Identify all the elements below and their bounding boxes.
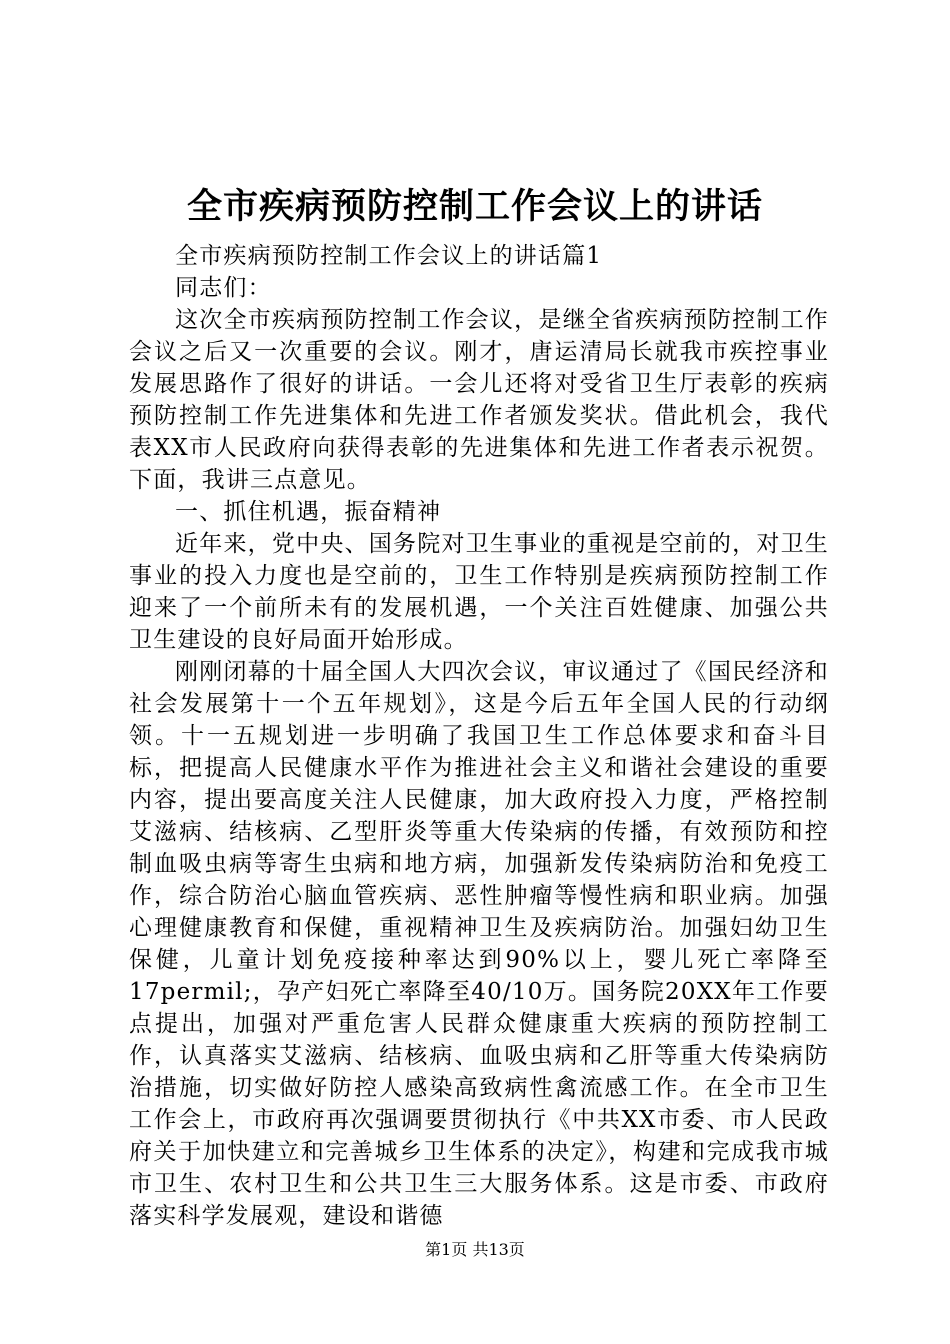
paragraph-intro: 这次全市疾病预防控制工作会议，是继全省疾病预防控制工作会议之后又一次重要的会议。刚才，唐运清局长就我市疾控事业发展思路作了很好的讲话。一会儿还将对受省卫生厅表彰的疾病预防控制工作先进集体和先进工作者颁发奖状。借此机会，我代表XX市人民政府向获得表彰的先进集体和先进工作者表示祝贺。下面，我讲三点意见。 xyxy=(129,307,829,493)
subtitle-line: 全市疾病预防控制工作会议上的讲话篇1 xyxy=(175,243,603,269)
document-body xyxy=(129,240,829,1232)
page-footer: 第1页 共13页 xyxy=(425,1240,525,1259)
salutation: 同志们： xyxy=(175,275,272,301)
document-title: 全市疾病预防控制工作会议上的讲话 xyxy=(186,186,763,227)
section-heading-1: 一、抓住机遇，振奋精神 xyxy=(175,499,442,525)
paragraph-opportunity: 近年来，党中央、国务院对卫生事业的重视是空前的，对卫生事业的投入力度也是空前的，卫生工作特别是疾病预防控制工作迎来了一个前所未有的发展机遇，一个关注百姓健康、加强公共卫生建设的良好局面开始形成。 xyxy=(129,531,829,653)
paragraph-five-year-plan: 刚刚闭幕的十届全国人大四次会议，审议通过了《国民经济和社会发展第十一个五年规划》，这是今后五年全国人民的行动纲领。十一五规划进一步明确了我国卫生工作总体要求和奋斗目标，把提高人民健康水平作为推进社会主义和谐社会建设的重要内容，提出要高度关注人民健康，加大政府投入力度，严格控制艾滋病、结核病、乙型肝炎等重大传染病的传播，有效预防和控制血吸虫病等寄生虫病和地方病，加强新发传染病防治和免疫工作，综合防治心脑血管疾病、恶性肿瘤等慢性病和职业病。加强心理健康教育和保健，重视精神卫生及疾病防治。加强妇幼卫生保健，儿童计划免疫接种率达到90%以上，婴儿死亡率降至17permil;，孕产妇死亡率降至40/10万。国务院20XX年工作要点提出，加强对严重危害人民群众健康重大疾病的预防控制工作，认真落实艾滋病、结核病、血吸虫病和乙肝等重大传染病防治措施，切实做好防控人感染高致病性禽流感工作。在全市卫生工作会上，市政府再次强调要贯彻执行《中共XX市委、市人民政府关于加快建立和完善城乡卫生体系的决定》，构建和完成我市城市卫生、农村卫生和公共卫生三大服务体系。这是市委、市政府落实科学发展观，建设和谐德 xyxy=(129,659,829,1229)
